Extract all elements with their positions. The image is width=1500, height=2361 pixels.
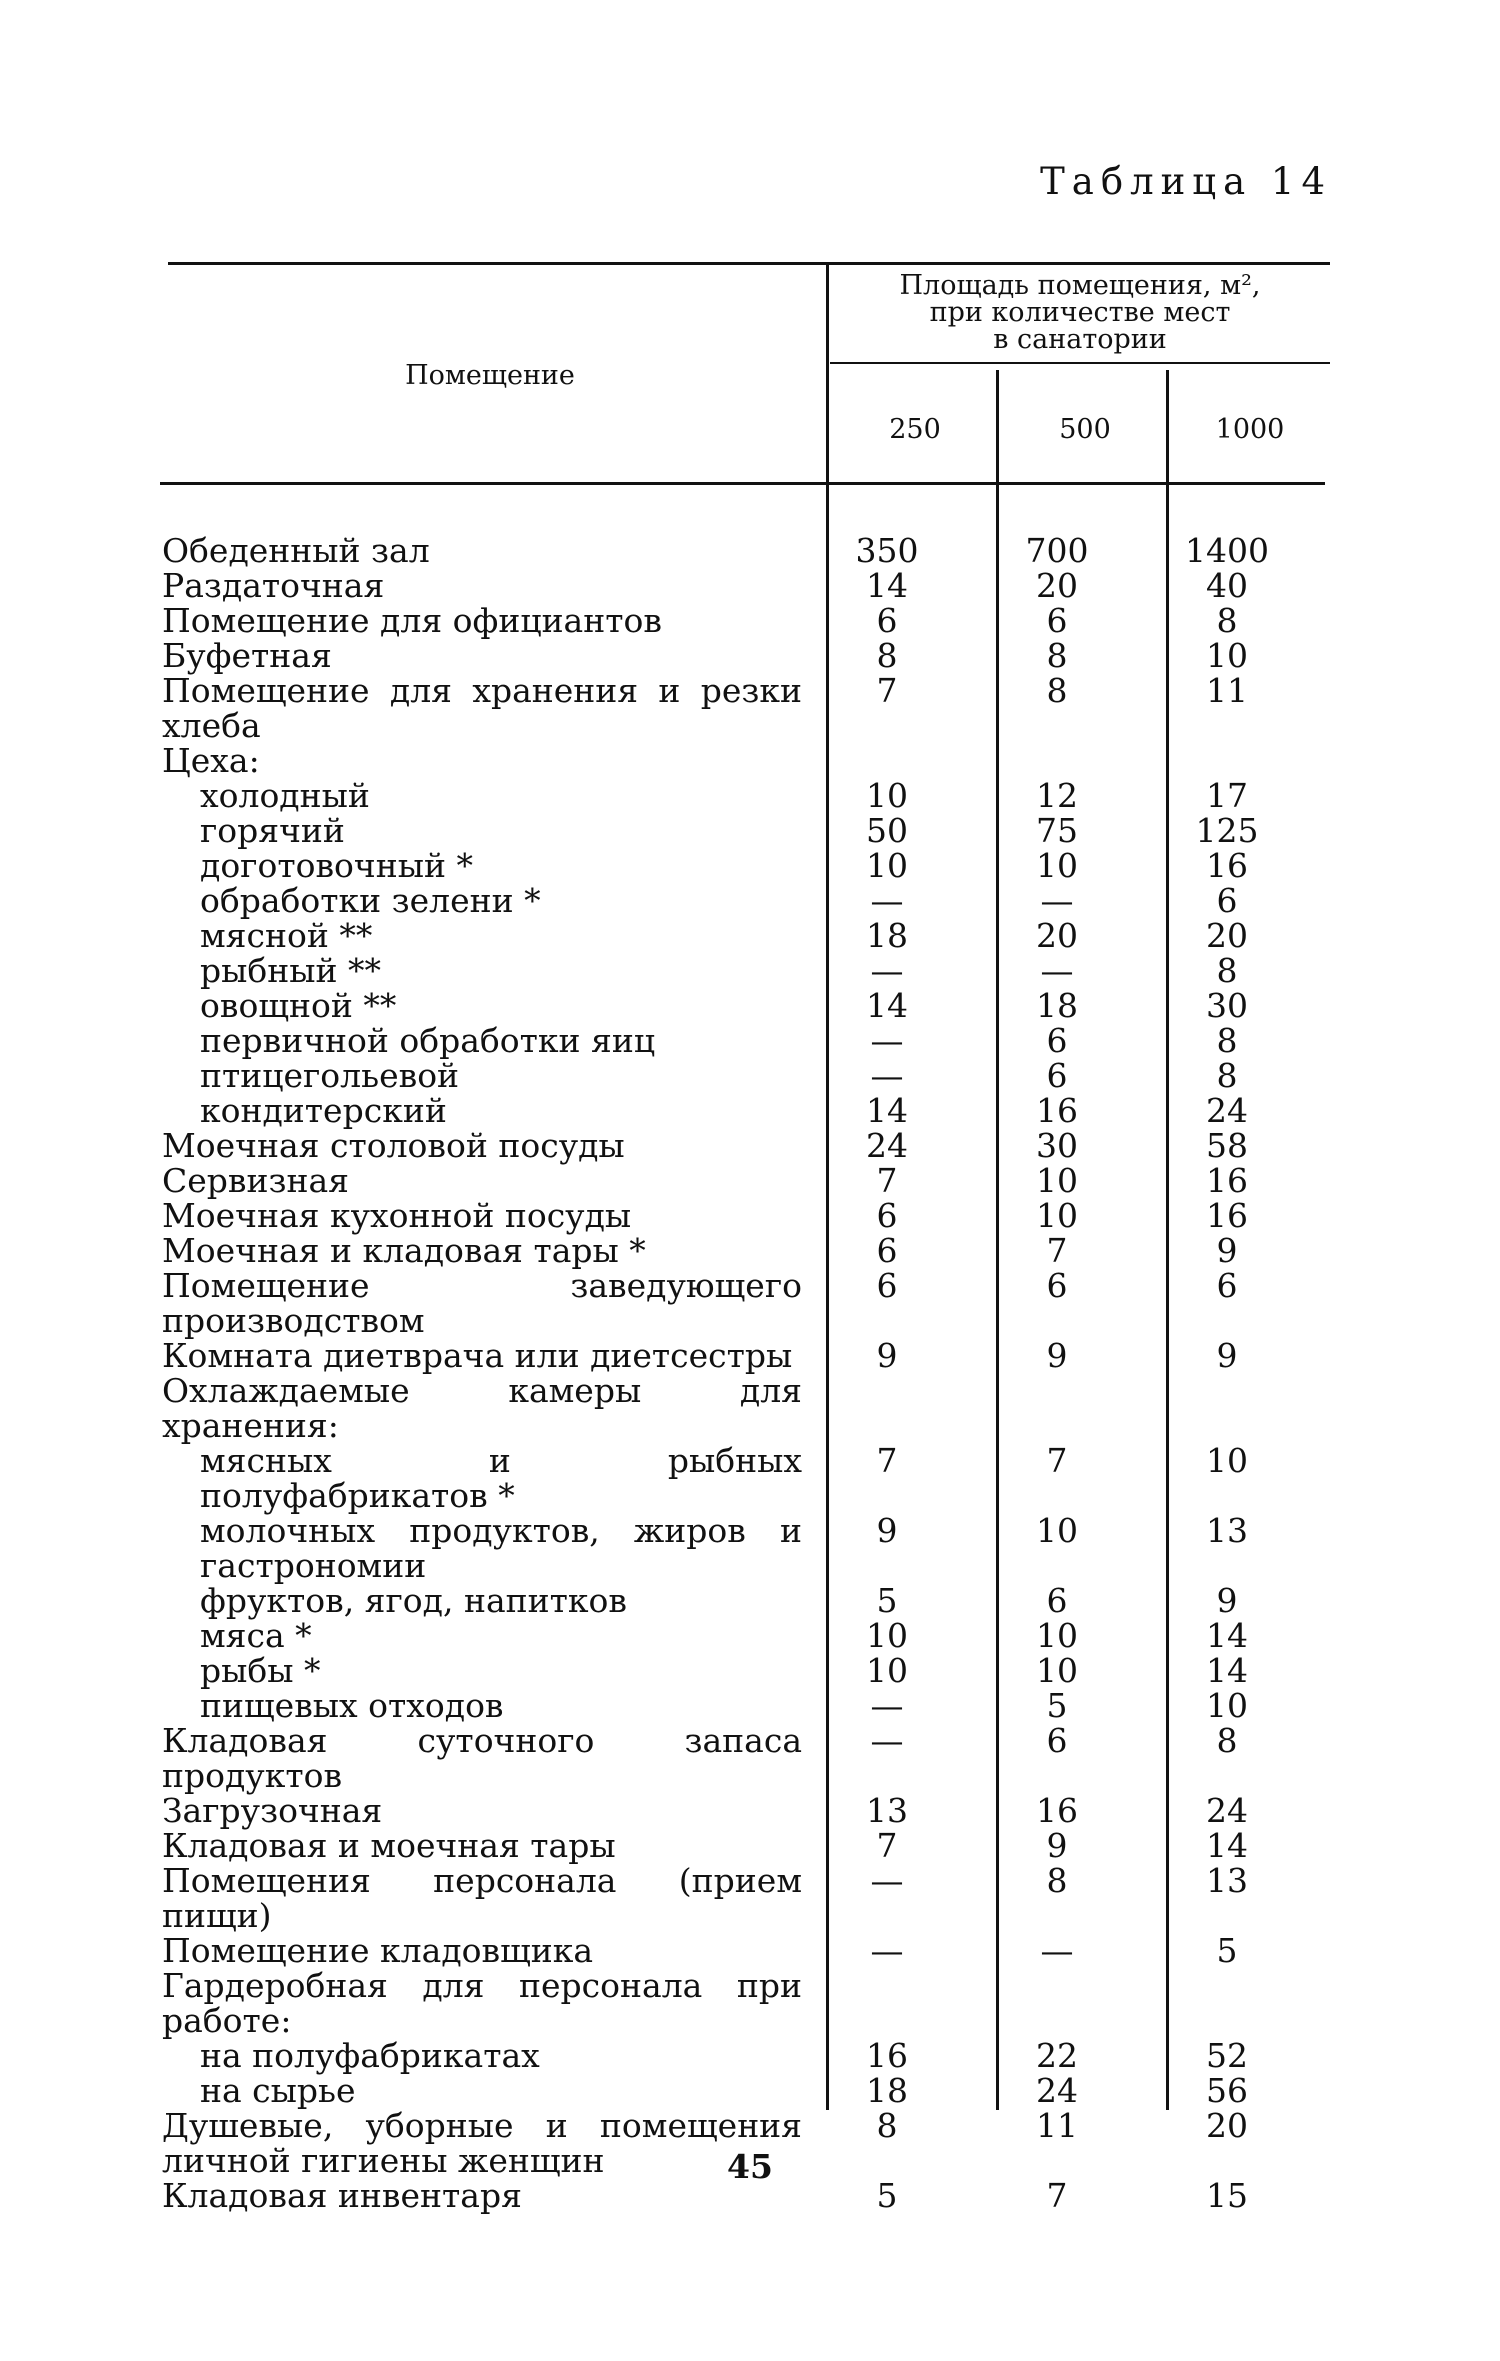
room-name: холодный — [200, 776, 370, 815]
value-500: 9 — [1046, 1826, 1068, 1865]
value-500: 6 — [1046, 1721, 1068, 1760]
value-250: 5 — [876, 2176, 898, 2215]
value-500: 10 — [1036, 1511, 1078, 1550]
value-250: 6 — [876, 1266, 898, 1305]
table-row — [160, 1338, 1340, 1373]
value-250: 14 — [866, 1091, 908, 1130]
value-500: 8 — [1046, 636, 1068, 675]
room-name: Помещения персонала (прием пищи) — [162, 1861, 802, 1935]
table-caption: Таблица 14 — [1040, 160, 1332, 203]
room-name: Моечная кухонной посуды — [162, 1196, 632, 1235]
value-1000: 24 — [1206, 1791, 1248, 1830]
value-1000: 8 — [1216, 1056, 1238, 1095]
value-1000: 16 — [1206, 1161, 1248, 1200]
value-500: 7 — [1046, 2176, 1068, 2215]
room-name: птицегольевой — [200, 1056, 460, 1095]
table-row — [160, 568, 1340, 603]
table-row — [160, 953, 1340, 988]
header-col-1000: 1000 — [1215, 414, 1285, 445]
table-row — [160, 813, 1340, 848]
room-name: Моечная и кладовая тары * — [162, 1231, 646, 1270]
value-500: 7 — [1046, 1441, 1068, 1480]
value-1000: 9 — [1216, 1231, 1238, 1270]
table-row — [160, 1688, 1340, 1723]
table-row — [160, 918, 1340, 953]
header-group-rule — [830, 362, 1330, 364]
table-row — [160, 1268, 1340, 1338]
header-group-line2: в санатории — [993, 324, 1167, 355]
table-row — [160, 673, 1340, 743]
room-name: первичной обработки яиц — [200, 1021, 656, 1060]
header-col-name: Помещение — [405, 360, 575, 391]
value-250: — — [870, 1686, 904, 1725]
table-row — [160, 778, 1340, 813]
table-row — [160, 1128, 1340, 1163]
table-row — [160, 603, 1340, 638]
table-row — [160, 1198, 1340, 1233]
room-name: Помещение заведующего производством — [162, 1266, 802, 1340]
value-1000: 6 — [1216, 881, 1238, 920]
value-250: 7 — [876, 1161, 898, 1200]
value-500: 10 — [1036, 1651, 1078, 1690]
value-250: 16 — [866, 2036, 908, 2075]
value-250: 7 — [876, 1441, 898, 1480]
value-250: 14 — [866, 986, 908, 1025]
table-row — [160, 1793, 1340, 1828]
value-500: 24 — [1036, 2071, 1078, 2110]
room-name: молочных продуктов, жиров и гастрономии — [200, 1511, 802, 1585]
value-1000: 13 — [1206, 1861, 1248, 1900]
table-row — [160, 1583, 1340, 1618]
value-1000: 24 — [1206, 1091, 1248, 1130]
table-row — [160, 988, 1340, 1023]
value-1000: 10 — [1206, 1686, 1248, 1725]
table-row — [160, 1513, 1340, 1583]
table-row — [160, 1023, 1340, 1058]
value-500: 10 — [1036, 846, 1078, 885]
header-group-title — [880, 272, 1280, 353]
room-name: Кладовая и моечная тары — [162, 1826, 616, 1865]
value-1000: 14 — [1206, 1826, 1248, 1865]
table-row — [160, 1653, 1340, 1688]
value-250: 5 — [876, 1581, 898, 1620]
room-name: Сервизная — [162, 1161, 349, 1200]
table-row — [160, 743, 1340, 778]
room-name: Охлаждаемые камеры для хранения: — [162, 1371, 802, 1445]
value-500: 9 — [1046, 1336, 1068, 1375]
value-500: 12 — [1036, 776, 1078, 815]
room-name: Буфетная — [162, 636, 332, 675]
value-250: — — [870, 1021, 904, 1060]
room-name: пищевых отходов — [200, 1686, 504, 1725]
value-250: 8 — [876, 2106, 898, 2145]
value-1000: 11 — [1206, 671, 1248, 710]
value-500: 6 — [1046, 1266, 1068, 1305]
value-1000: 10 — [1206, 1441, 1248, 1480]
value-1000: 8 — [1216, 951, 1238, 990]
room-name: Раздаточная — [162, 566, 385, 605]
value-500: — — [1040, 881, 1074, 920]
table-row — [160, 1723, 1340, 1793]
value-500: 22 — [1036, 2036, 1078, 2075]
value-500: 11 — [1036, 2106, 1078, 2145]
value-500: 16 — [1036, 1791, 1078, 1830]
value-1000: 14 — [1206, 1651, 1248, 1690]
value-1000: 8 — [1216, 601, 1238, 640]
room-name: Загрузочная — [162, 1791, 383, 1830]
value-1000: 5 — [1216, 1931, 1238, 1970]
value-500: — — [1040, 1931, 1074, 1970]
value-500: 6 — [1046, 601, 1068, 640]
value-1000: 6 — [1216, 1266, 1238, 1305]
room-name: Комната диетврача или диетсестры — [162, 1336, 793, 1375]
table-row — [160, 1443, 1340, 1513]
table-row — [160, 1618, 1340, 1653]
value-500: 8 — [1046, 671, 1068, 710]
value-250: 10 — [866, 1616, 908, 1655]
room-name: рыбы * — [200, 1651, 321, 1690]
room-name: горячий — [200, 811, 345, 850]
table-row — [160, 1933, 1340, 1968]
header-group-line1: Площадь помещения, м², при количестве мест — [899, 270, 1261, 328]
value-1000: 16 — [1206, 1196, 1248, 1235]
table-row — [160, 1828, 1340, 1863]
value-250: 6 — [876, 1196, 898, 1235]
value-500: 75 — [1036, 811, 1078, 850]
table-row — [160, 533, 1340, 568]
table-row — [160, 1233, 1340, 1268]
room-name: на полуфабрикатах — [200, 2036, 540, 2075]
header-col-250: 250 — [889, 414, 941, 445]
table-row — [160, 848, 1340, 883]
room-name: Кладовая инвентаря — [162, 2176, 522, 2215]
value-1000: 10 — [1206, 636, 1248, 675]
value-500: 6 — [1046, 1056, 1068, 1095]
table-row — [160, 1163, 1340, 1198]
value-250: 14 — [866, 566, 908, 605]
value-250: 6 — [876, 601, 898, 640]
value-500: 16 — [1036, 1091, 1078, 1130]
page-number: 45 — [727, 2147, 773, 2186]
top-rule — [168, 262, 1330, 265]
room-name: Цеха: — [162, 741, 260, 780]
header-col-500: 500 — [1059, 414, 1111, 445]
value-250: 10 — [866, 776, 908, 815]
value-250: — — [870, 951, 904, 990]
value-1000: 15 — [1206, 2176, 1248, 2215]
value-1000: 56 — [1206, 2071, 1248, 2110]
value-500: — — [1040, 951, 1074, 990]
value-250: 50 — [866, 811, 908, 850]
value-500: 10 — [1036, 1196, 1078, 1235]
value-250: 350 — [855, 531, 919, 570]
value-1000: 16 — [1206, 846, 1248, 885]
value-500: 700 — [1025, 531, 1089, 570]
value-500: 5 — [1046, 1686, 1068, 1725]
value-250: — — [870, 881, 904, 920]
value-1000: 9 — [1216, 1581, 1238, 1620]
value-500: 6 — [1046, 1021, 1068, 1060]
room-name: Моечная столовой посуды — [162, 1126, 625, 1165]
room-name: мяса * — [200, 1616, 312, 1655]
value-250: 8 — [876, 636, 898, 675]
room-name: Гардеробная для персонала при работе: — [162, 1966, 802, 2040]
value-500: 7 — [1046, 1231, 1068, 1270]
room-name: на сырье — [200, 2071, 356, 2110]
value-250: 6 — [876, 1231, 898, 1270]
value-250: 18 — [866, 916, 908, 955]
value-1000: 40 — [1206, 566, 1248, 605]
value-1000: 125 — [1195, 811, 1259, 850]
value-1000: 20 — [1206, 916, 1248, 955]
value-250: 10 — [866, 846, 908, 885]
table-row — [160, 638, 1340, 673]
room-name: Кладовая суточного запаса продуктов — [162, 1721, 802, 1795]
value-1000: 8 — [1216, 1021, 1238, 1060]
room-name: Обеденный зал — [162, 531, 430, 570]
table-row — [160, 1373, 1340, 1443]
value-1000: 14 — [1206, 1616, 1248, 1655]
header-bottom-rule — [160, 482, 1325, 485]
room-name: Помещение кладовщика — [162, 1931, 594, 1970]
value-500: 10 — [1036, 1616, 1078, 1655]
room-name: мясной ** — [200, 916, 373, 955]
value-500: 8 — [1046, 1861, 1068, 1900]
table-row — [160, 1058, 1340, 1093]
room-name: Душевые, уборные и помещения личной гигиены женщин — [162, 2106, 802, 2180]
room-name: доготовочный * — [200, 846, 473, 885]
value-500: 20 — [1036, 566, 1078, 605]
value-250: 9 — [876, 1336, 898, 1375]
room-name: Помещение для хранения и резки хлеба — [162, 671, 802, 745]
value-1000: 58 — [1206, 1126, 1248, 1165]
table-row — [160, 1093, 1340, 1128]
value-500: 30 — [1036, 1126, 1078, 1165]
room-name: мясных и рыбных полуфабрикатов * — [200, 1441, 802, 1515]
table-row — [160, 2073, 1340, 2108]
value-250: 7 — [876, 671, 898, 710]
room-name: кондитерский — [200, 1091, 447, 1130]
table-row — [160, 1968, 1340, 2038]
value-250: 7 — [876, 1826, 898, 1865]
value-250: 9 — [876, 1511, 898, 1550]
value-1000: 9 — [1216, 1336, 1238, 1375]
room-name: овощной ** — [200, 986, 397, 1025]
value-1000: 52 — [1206, 2036, 1248, 2075]
value-500: 6 — [1046, 1581, 1068, 1620]
value-1000: 20 — [1206, 2106, 1248, 2145]
value-500: 20 — [1036, 916, 1078, 955]
value-1000: 8 — [1216, 1721, 1238, 1760]
value-1000: 13 — [1206, 1511, 1248, 1550]
value-250: — — [870, 1721, 904, 1760]
value-250: 18 — [866, 2071, 908, 2110]
value-250: — — [870, 1931, 904, 1970]
table-body — [160, 533, 1340, 2213]
value-250: — — [870, 1056, 904, 1095]
value-250: 24 — [866, 1126, 908, 1165]
table-row — [160, 1863, 1340, 1933]
table-row — [160, 2038, 1340, 2073]
value-250: 13 — [866, 1791, 908, 1830]
value-250: 10 — [866, 1651, 908, 1690]
room-name: Помещение для официантов — [162, 601, 662, 640]
value-500: 10 — [1036, 1161, 1078, 1200]
room-name: обработки зелени * — [200, 881, 541, 920]
room-name: фруктов, ягод, напитков — [200, 1581, 627, 1620]
table-row — [160, 883, 1340, 918]
value-500: 18 — [1036, 986, 1078, 1025]
value-1000: 1400 — [1185, 531, 1269, 570]
room-name: рыбный ** — [200, 951, 382, 990]
value-1000: 30 — [1206, 986, 1248, 1025]
value-250: — — [870, 1861, 904, 1900]
value-1000: 17 — [1206, 776, 1248, 815]
